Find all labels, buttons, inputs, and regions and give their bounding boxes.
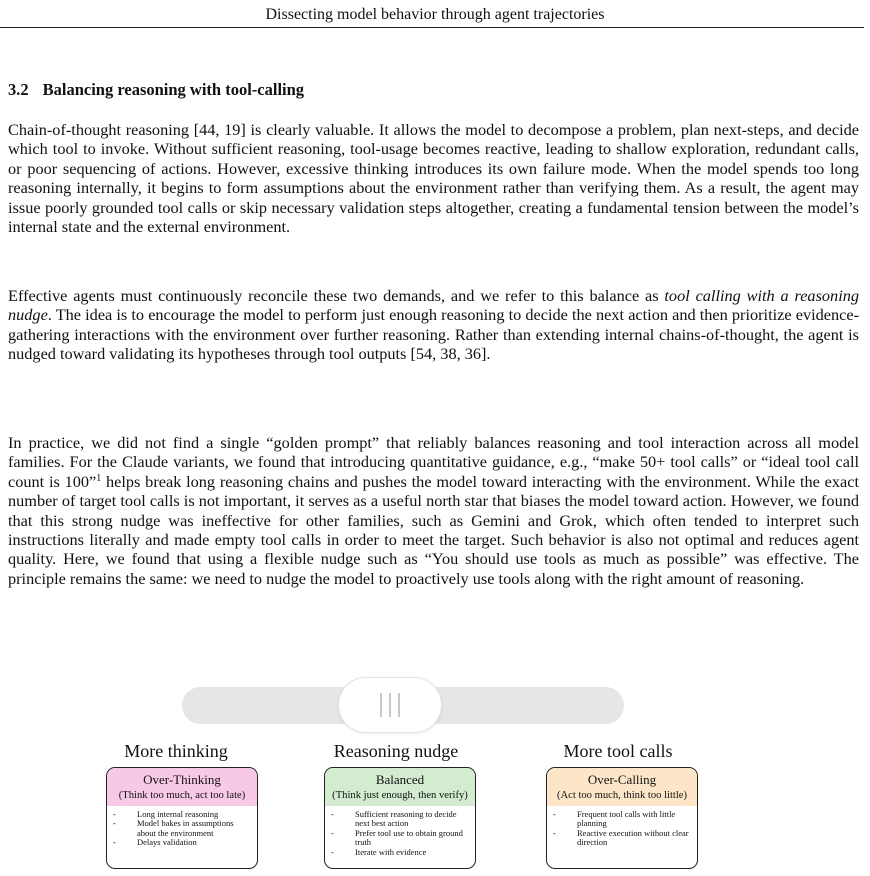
paragraph-3-text-b: helps break long reasoning chains and pushes the model toward interacting with the environment. While the exact number of target tool calls is not important, it serves as a useful north star that biases the model toward action. However, we found that this strong nudge was ineffective for other families, such as Gemini and Grok, which often tended to interpret such instructions literally and made empty tool calls in order to meet the target. Such behavior is also not optimal and reduces agent quality. Here, we found that using a flexible nudge such as “You should use tools as much as possible” was effective. The principle remains the same: we need to nudge the model to proactively use tools along with the right amount of reasoning. <box>8 471 859 588</box>
label-reasoning-nudge: Reasoning nudge <box>333 741 459 761</box>
card-subtitle: (Think just enough, then verify) <box>332 790 468 801</box>
section-number: 3.2 <box>8 80 29 99</box>
card-list <box>547 810 697 848</box>
paragraph-2 <box>8 286 859 364</box>
list-item: - Long internal reasoning <box>113 810 251 819</box>
list-item: - Prefer tool use to obtain ground truth <box>331 829 469 848</box>
list-item: - Delays validation <box>113 838 251 847</box>
label-more-tool-calls: More tool calls <box>563 741 673 761</box>
card-title: Over-Thinking <box>143 772 221 787</box>
paragraph-2-emphasis: tool calling with a reasoning nudge <box>8 286 859 325</box>
header-rule <box>0 27 864 28</box>
grip-line-icon <box>380 693 382 717</box>
list-item: - Sufficient reasoning to decide next best action <box>331 810 469 829</box>
paragraph-3 <box>8 433 859 588</box>
card-subtitle: (Act too much, think too little) <box>556 790 688 801</box>
paragraph-1: Chain-of-thought reasoning [44, 19] is clearly valuable. It allows the model to decompose a problem, plan next-steps, and decide which tool to invoke. Without sufficient reasoning, tool-usage becomes reactive, leading to shallow exploration, redundant calls, or poor sequencing of actions. However, excessive thinking introduces its own failure mode. When the model spends too long reasoning internally, it begins to form assumptions about the environment rather than verifying them. As a result, the agent may issue poorly grounded tool calls or skip necessary validation steps altogether, creating a fundamental tension between the model’s internal state and the external environment. <box>8 120 859 237</box>
paragraph-2-text-b: . The idea is to encourage the model to perform just enough reasoning to decide the next action and then prioritize evidence-gathering interactions with the environment over further reasoning. Rather than extending internal chains-of-thought, the agent is nudged toward validating its hypotheses through tool outputs [54, 38, 36]. <box>8 305 859 364</box>
footnote-marker: 1 <box>96 472 102 484</box>
slider-thumb[interactable] <box>339 678 441 732</box>
grip-line-icon <box>398 693 400 717</box>
label-more-thinking: More thinking <box>124 741 228 761</box>
list-item: - Model bakes in assumptions about the environment <box>113 819 251 838</box>
card-header <box>547 768 697 806</box>
card-title: Over-Calling <box>587 772 657 787</box>
running-head: Dissecting model behavior through agent trajectories <box>265 6 605 23</box>
card-list <box>107 810 257 848</box>
card-header <box>107 768 257 806</box>
card-title: Balanced <box>375 772 425 787</box>
grip-line-icon <box>389 693 391 717</box>
list-item: - Frequent tool calls with little planning <box>553 810 691 829</box>
list-item: - Iterate with evidence <box>331 848 469 857</box>
paragraph-2-text-a: Effective agents must continuously reconcile these two demands, and we refer to this balance as <box>8 286 665 305</box>
card-header <box>325 768 475 806</box>
section-heading <box>8 80 304 100</box>
card-over-calling <box>546 767 698 869</box>
list-item: - Reactive execution without clear direction <box>553 829 691 848</box>
card-list <box>325 810 475 857</box>
card-subtitle: (Think too much, act too late) <box>118 790 246 801</box>
card-balanced <box>324 767 476 869</box>
section-title: Balancing reasoning with tool-calling <box>42 80 305 99</box>
card-over-thinking <box>106 767 258 869</box>
paragraph-3-text-a: In practice, we did not find a single “golden prompt” that reliably balances reasoning and tool interaction across all model families. For the Claude variants, we found that introducing quantitative guidance, e.g., “make 50+ tool calls” or “ideal tool call count is 100” <box>8 433 859 491</box>
